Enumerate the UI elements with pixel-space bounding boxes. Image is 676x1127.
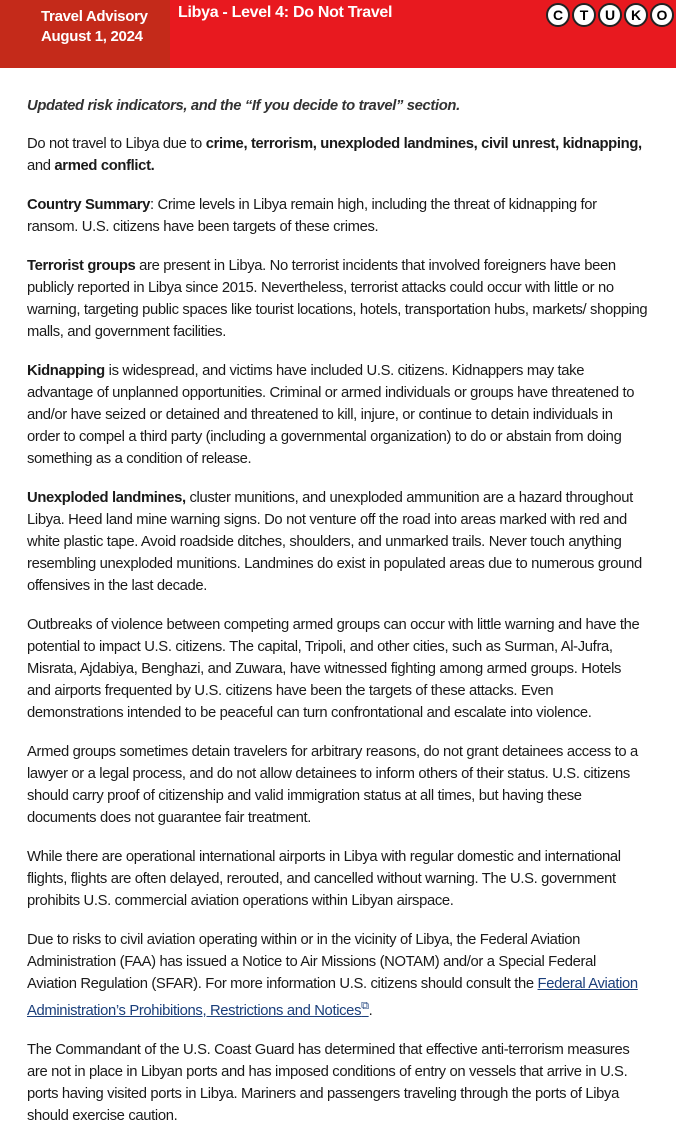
paragraph-detention: Armed groups sometimes detain travelers for arbitrary reasons, do not grant detainees access to a lawyer or a legal process, and do not allow detainees to inform others of their status. U.S. citizens should carry proof of citizenship and valid immigration status at all times, but having these documents does not guarantee fair treatment. xyxy=(27,744,638,826)
p1-risks: crime, terrorism, unexploded landmines, civil unrest, kidnapping, xyxy=(205,136,642,152)
paragraph-do-not-travel xyxy=(27,133,648,177)
advisory-header xyxy=(0,0,676,68)
paragraph-terrorist-groups xyxy=(27,255,648,343)
code-t-badge: T xyxy=(572,3,596,27)
faa-link-text[interactable]: Federal Aviation Administration’s Prohibitions, Restrictions and Notices xyxy=(27,976,638,1019)
terrorist-groups-heading: Terrorist groups xyxy=(27,258,136,274)
p1-armed-conflict: armed conflict xyxy=(54,158,151,174)
paragraph-armed-groups-violence: Outbreaks of violence between competing armed groups can occur with little warning and have the potential to impact U.S. citizens. The capital, Tripoli, and other cities, such as Surman, Al-Jufra, Misrata, Ajdabiya, Benghazi, and Zuwara, have witnessed fighting among armed groups. Hotels and airports frequented by U.S. citizens have been the targets of these attacks. Even demonstrations intended to be peaceful can turn confrontational and escalate into violence. xyxy=(27,617,640,721)
kidnapping-heading: Kidnapping xyxy=(27,363,105,379)
landmines-text: cluster munitions, and unexploded ammunition are a hazard throughout Libya. Heed land mine warning signs. Do not venture off the road into areas marked with red and white plastic tape. Avoid roadside ditches, shoulders, and unmarked trails. Never touch anything resembling unexploded munitions. Landmines do exist in populated areas due to numerous ground offensives in the last decade. xyxy=(27,490,642,594)
code-c-badge: C xyxy=(546,3,570,27)
advisory-body xyxy=(0,68,676,1127)
update-note: Updated risk indicators, and the “If you decide to travel” section. xyxy=(27,98,460,114)
p1-text-a: Do not travel to Libya due to xyxy=(27,136,206,152)
paragraph-country-summary xyxy=(27,194,648,238)
advisory-date: August 1, 2024 xyxy=(41,28,143,45)
landmines-heading: Unexploded landmines, xyxy=(27,490,186,506)
advisory-date-block xyxy=(0,0,170,68)
external-link-icon[interactable]: ⧉ xyxy=(361,1000,369,1012)
code-o-badge: O xyxy=(650,3,674,27)
faa-period: . xyxy=(368,1002,373,1019)
advisory-label: Travel Advisory xyxy=(41,8,148,25)
paragraph-kidnapping xyxy=(27,360,648,470)
country-summary-heading: Country Summary xyxy=(27,197,151,213)
country-summary-text: : Crime levels in Libya remain high, including the threat of kidnapping for ransom. U.S. citizens have been targets of these crimes. xyxy=(27,197,597,235)
paragraph-landmines xyxy=(27,487,648,597)
code-k-badge: K xyxy=(624,3,648,27)
advisory-title: Libya - Level 4: Do Not Travel xyxy=(178,4,393,21)
paragraph-airports: While there are operational international airports in Libya with regular domestic and international flights, flights are often delayed, rerouted, and cancelled without warning. The U.S. government prohibits U.S. commercial aviation operations within Libyan airspace. xyxy=(27,849,621,909)
risk-indicator-codes xyxy=(546,3,674,27)
code-u-badge: U xyxy=(598,3,622,27)
p1-period: . xyxy=(150,158,155,174)
p1-text-c: and xyxy=(27,158,55,174)
terrorist-groups-text: are present in Libya. No terrorist incidents that involved foreigners have been publicly reported in Libya since 2015. Nevertheless, terrorist attacks could occur with little or no warning, targeting public spaces like tourist locations, hotels, transportation hubs, markets/ shopping malls, and government facilities. xyxy=(27,258,648,340)
faa-text: Due to risks to civil aviation operating within or in the vicinity of Libya, the Federal Aviation Administration (FAA) has issued a Notice to Air Missions (NOTAM) and/or a Special Federal Aviation Regulation (SFAR). For more information U.S. citizens should consult the xyxy=(27,932,596,992)
kidnapping-text: is widespread, and victims have included U.S. citizens. Kidnappers may take advantage of unplanned opportunities. Criminal or armed individuals or groups have threatened to and/or have seized or detained and threatened to kill, injure, or continue to detain individuals in order to compel a third party (including a governmental organization) to do or abstain from doing something as a condition of release. xyxy=(27,363,635,467)
paragraph-faa xyxy=(27,929,648,1022)
paragraph-coast-guard: The Commandant of the U.S. Coast Guard has determined that effective anti-terrorism measures are not in place in Libyan ports and has imposed conditions of entry on vessels that arrive in U.S. ports having visited ports in Libya. Mariners and passengers traveling through the ports of Libya should exercise caution. xyxy=(27,1041,630,1124)
